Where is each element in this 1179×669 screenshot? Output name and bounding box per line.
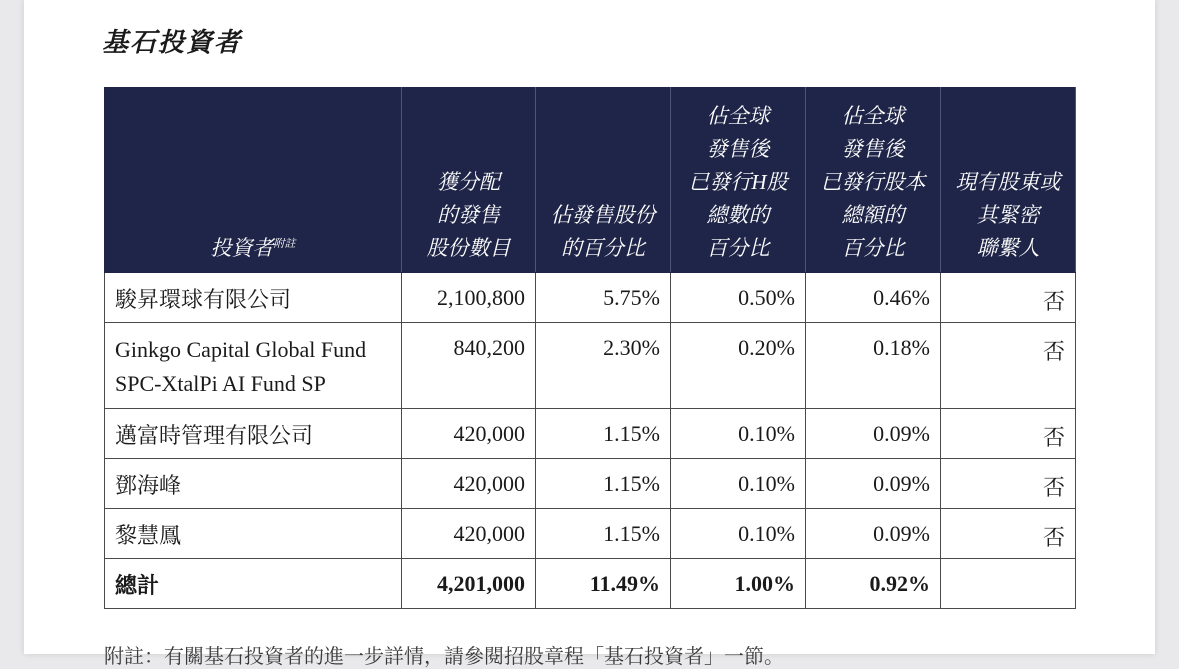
table-row — [105, 409, 1076, 459]
header-line: 佔發售股份 — [550, 203, 656, 227]
header-pct-offer — [536, 88, 671, 273]
header-pct-h-shares — [671, 88, 806, 273]
total-pct-offer: 11.49% — [536, 559, 671, 609]
table-row — [105, 323, 1076, 409]
shares-cell: 420,000 — [402, 459, 536, 509]
pct-offer-cell: 1.15% — [536, 459, 671, 509]
shares-cell: 420,000 — [402, 409, 536, 459]
header-line: 獲分配 — [437, 170, 500, 194]
pct-h-cell: 0.10% — [671, 509, 806, 559]
connected-cell: 否 — [941, 323, 1076, 409]
pct-h-cell: 0.10% — [671, 459, 806, 509]
header-line: 百分比 — [706, 236, 770, 260]
header-line: 佔全球 — [706, 104, 770, 128]
header-line: 總額的 — [841, 203, 905, 227]
header-shares — [402, 88, 536, 273]
table-row — [105, 509, 1076, 559]
total-pct-h: 1.00% — [671, 559, 806, 609]
cornerstone-investors-table — [104, 87, 1076, 609]
section-title: 基石投資者 — [102, 28, 243, 57]
pct-total-cell: 0.46% — [806, 273, 941, 323]
table-row — [105, 459, 1076, 509]
connected-cell: 否 — [941, 509, 1076, 559]
pct-offer-cell: 5.75% — [536, 273, 671, 323]
total-pct-total: 0.92% — [806, 559, 941, 609]
pct-total-cell: 0.09% — [806, 409, 941, 459]
investor-name-line: 黎慧鳳 — [115, 523, 182, 548]
header-line: 現有股東或 — [955, 170, 1061, 194]
investor-name-line: 邁富時管理有限公司 — [115, 423, 314, 448]
header-line: 百分比 — [841, 236, 905, 260]
header-line: 其緊密 — [976, 203, 1040, 227]
header-line: 已發行股本 — [820, 170, 926, 194]
shares-cell: 420,000 — [402, 509, 536, 559]
header-line: 聯繫人 — [976, 236, 1040, 260]
pct-total-cell: 0.09% — [806, 459, 941, 509]
header-line: 發售後 — [841, 137, 905, 161]
header-line: 發售後 — [706, 137, 770, 161]
header-line: 股份數目 — [426, 236, 511, 260]
investor-name — [105, 323, 402, 409]
table-row — [105, 273, 1076, 323]
header-line: 佔全球 — [841, 104, 905, 128]
investor-name-line: 鄧海峰 — [115, 473, 182, 498]
connected-cell: 否 — [941, 409, 1076, 459]
investor-name-line: SPC-XtalPi AI Fund SP — [115, 371, 326, 396]
total-connected — [941, 559, 1076, 609]
connected-cell: 否 — [941, 273, 1076, 323]
investor-name-line: 駿昇環球有限公司 — [115, 287, 292, 312]
header-pct-total-capital — [806, 88, 941, 273]
footnote: 附註：有關基石投資者的進一步詳情，請參閱招股章程「基石投資者」一節。 — [104, 646, 784, 668]
header-investor-note: 附註 — [273, 238, 296, 250]
investor-name-line: Ginkgo Capital Global Fund — [115, 337, 367, 362]
total-label: 總計 — [105, 559, 402, 609]
header-line: 總數的 — [706, 203, 770, 227]
pct-total-cell: 0.18% — [806, 323, 941, 409]
pct-offer-cell: 1.15% — [536, 509, 671, 559]
header-investor — [105, 88, 402, 273]
total-shares: 4,201,000 — [402, 559, 536, 609]
shares-cell: 2,100,800 — [402, 273, 536, 323]
investor-name — [105, 459, 402, 509]
header-line: 的百分比 — [561, 236, 645, 260]
pct-offer-cell: 1.15% — [536, 409, 671, 459]
header-connected-person — [941, 88, 1076, 273]
pct-h-cell: 0.50% — [671, 273, 806, 323]
investor-name — [105, 509, 402, 559]
header-line: 的發售 — [437, 203, 500, 227]
header-line: 已發行H股 — [688, 170, 788, 194]
document-page — [24, 0, 1155, 668]
header-investor-text: 投資者 — [210, 236, 274, 260]
shares-cell: 840,200 — [402, 323, 536, 409]
pct-h-cell: 0.20% — [671, 323, 806, 409]
table-header-row — [105, 88, 1076, 273]
investor-name — [105, 273, 402, 323]
pct-h-cell: 0.10% — [671, 409, 806, 459]
pct-offer-cell: 2.30% — [536, 323, 671, 409]
table-total-row — [105, 559, 1076, 609]
pct-total-cell: 0.09% — [806, 509, 941, 559]
investor-name — [105, 409, 402, 459]
connected-cell: 否 — [941, 459, 1076, 509]
